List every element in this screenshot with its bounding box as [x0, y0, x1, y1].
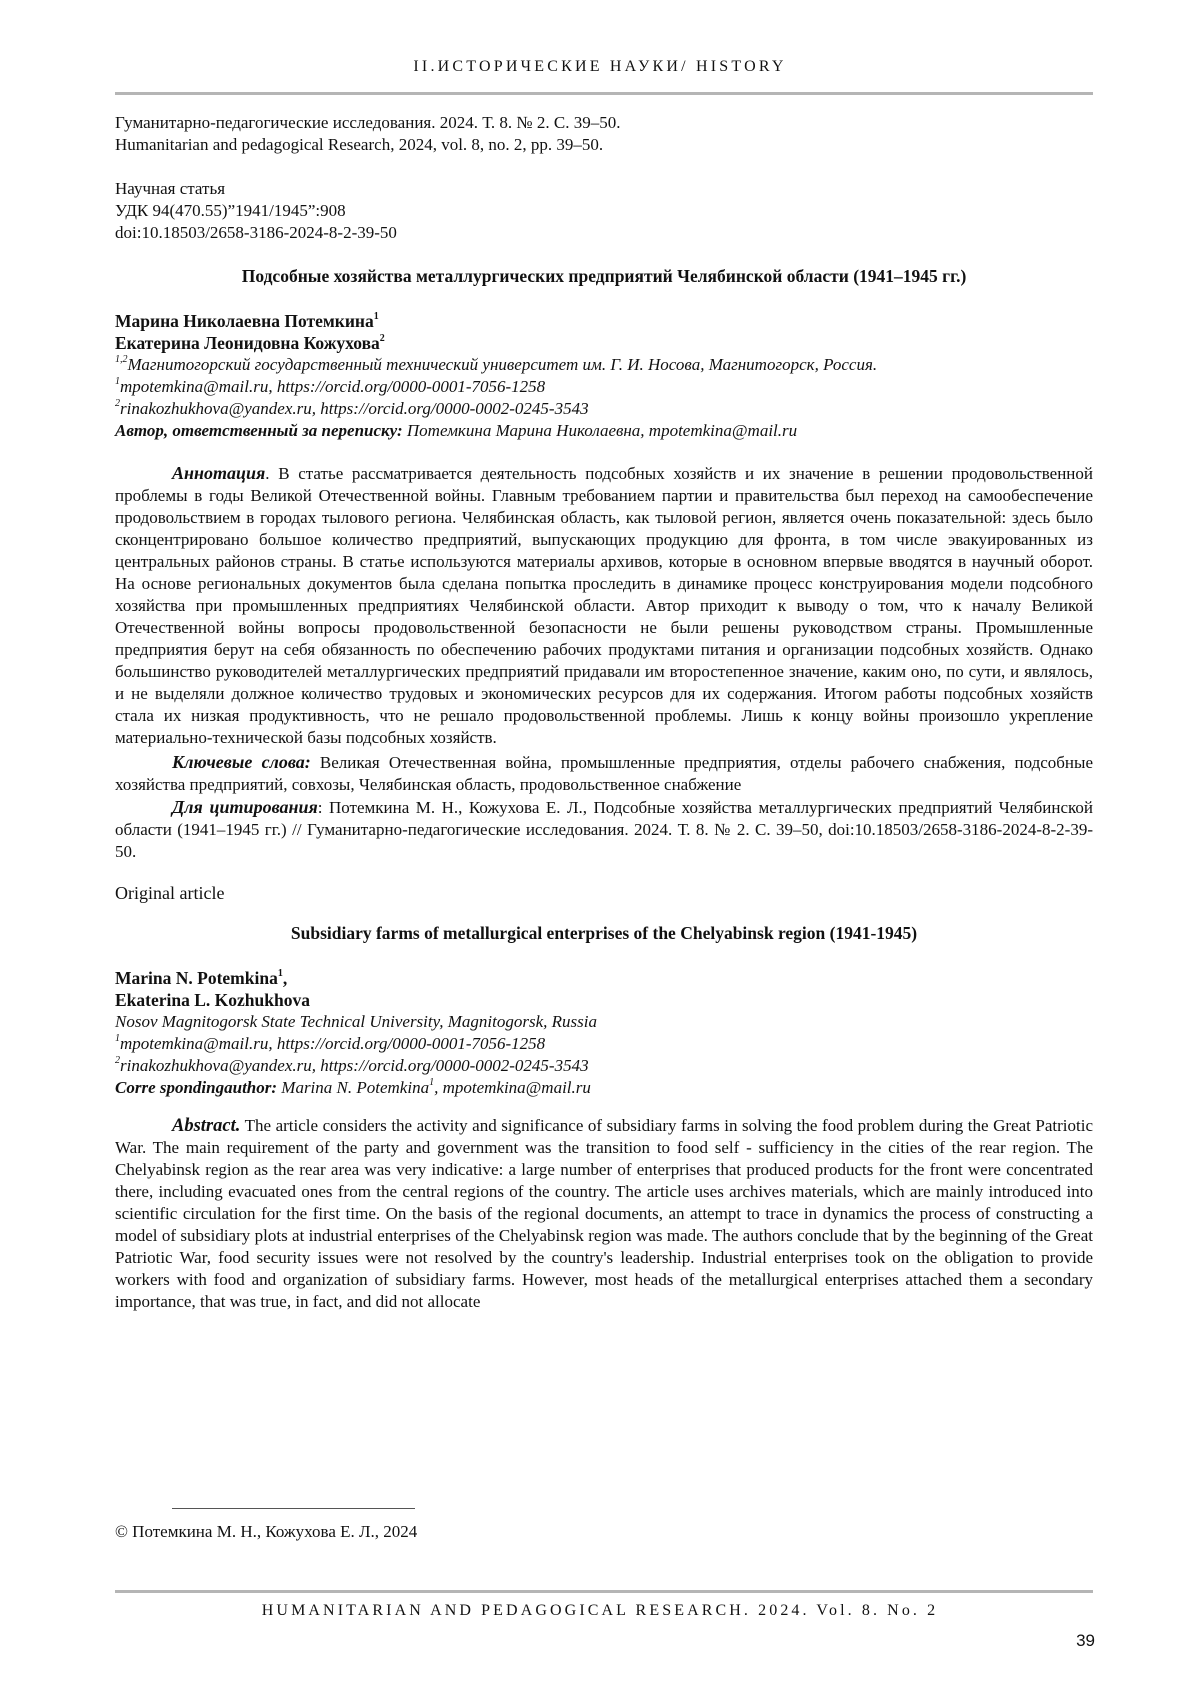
authors-en	[115, 967, 1093, 1099]
author-2-contact-ru[interactable]: $^2$rinakozhukhova@yandex.ru, https://orcid.org/0000-0002-0245-3543	[115, 398, 589, 418]
article-meta	[115, 178, 1093, 244]
cite-as-ru: Для цитирования: Потемкина М. Н., Кожухова Е. Л., Подсобные хозяйства металлургических предприятий Челябинской области (1941–1945 гг.) // Гуманитарно-педагогические исследования. 2024. Т. 8. № 2. С. 39–50, doi:10.18503/2658-3186-2024-8-2-39-50.	[115, 796, 1093, 861]
citation-en: Humanitarian and pedagogical Research, 2024, vol. 8, no. 2, pp. 39–50.	[115, 135, 604, 154]
author-2-ru: Екатерина Леонидовна Кожухова$^2$	[115, 332, 385, 353]
running-footer: HUMANITARIAN AND PEDAGOGICAL RESEARCH. 2024. Vol. 8. No. 2	[261, 1602, 939, 1619]
abstract-ru: Аннотация. В статье рассматривается деятельность подсобных хозяйств и их значение в решении продовольственной проблемы в годы Великой Отечественной войны. Главным требованием партии и правительства был переход на самообеспечение продовольствием в городах тылового региона. Челябинская область, как тыловой регион, является очень показательной: здесь было сконцентрировано большое количество предприятий, выпускающих продукцию для фронта, в том числе эвакуированных из центральных районов страны. В статье используются материалы архивов, которые в основном впервые вводятся в научный оборот. На основе региональных документов была сделана попытка проследить в динамике процесс конструирования модели подсобного хозяйства при промышленных предприятиях Челябинской области. Автор приходит к выводу о том, что к началу Великой Отечественной войны вопросы продовольственной безопасности не были решены руководством страны. Промышленные предприятия берут на себя обязанность по обеспечению рабочих продуктами питания и организации подсобных хозяйств. Однако большинство руководителей металлургических предприятий придавали им второстепенное значение, каким оно, по сути, и являлось, и не выделяли должное количество трудовых и экономических ресурсов для их содержания. Итогом работы подсобных хозяйств стала их низкая продуктивность, что не решало продовольственной проблемы. Лишь к концу войны произошло укрепление материально-технической базы подсобных хозяйств.	[115, 462, 1093, 747]
article-type-ru: Научная статья	[115, 179, 226, 198]
affiliation-en: Nosov Magnitogorsk State Technical University, Magnitogorsk, Russia	[115, 1011, 597, 1031]
running-header: II.ИСТОРИЧЕСКИЕ НАУКИ/ HISTORY	[413, 58, 787, 75]
article-type-en: Original article	[115, 882, 225, 903]
authors-ru	[115, 310, 1093, 442]
author-1-en: Marina N. Potemkina$^1$,	[115, 967, 288, 988]
author-1-contact-ru[interactable]: $^1$mpotemkina@mail.ru, https://orcid.org/0000-0001-7056-1258	[115, 376, 546, 396]
author-2-en: Ekaterina L. Kozhukhova	[115, 989, 310, 1010]
corresponding-author-ru: Автор, ответственный за переписку: Потемкина Марина Николаевна, mpotemkina@mail.ru	[115, 420, 798, 440]
abstract-en: Abstract. The article considers the activity and significance of subsidiary farms in solving the food problem during the Great Patriotic War. The main requirement of the party and government was the transition to food self - sufficiency in the cities of the rear region. The Chelyabinsk region as the rear area was very indicative: a large number of enterprises that produced products for the front were concentrated there, including evacuated ones from the central regions of the country. The article uses archives materials, which are mainly introduced into scientific circulation for the first time. On the basis of the regional documents, an attempt to trace in dynamics the process of constructing a model of subsidiary plots at industrial enterprises of the Chelyabinsk region was made. The authors conclude that by the beginning of the Great Patriotic War, food security issues were not resolved by the country's leadership. Industrial enterprises took on the obligation to provide workers with food and organization of subsidiary farms. However, most heads of the metallurgical enterprises attached them a secondary importance, that was true, in fact, and did not allocate	[115, 1115, 1093, 1311]
article-title-en: Subsidiary farms of metallurgical enterprises of the Chelyabinsk region (1941-1945)	[290, 922, 918, 943]
header-rule	[115, 92, 1093, 95]
copyright-footnote: © Потемкина М. Н., Кожухова Е. Л., 2024	[115, 1522, 418, 1541]
footer-rule	[115, 1590, 1093, 1593]
footnote-separator	[172, 1508, 415, 1509]
page-number: 39	[1076, 1631, 1095, 1650]
affiliation-ru: $^{1,2}$Магнитогорский государственный технический университет им. Г. И. Носова, Магнитогорск, Россия.	[115, 354, 878, 374]
keywords-ru: Ключевые слова: Великая Отечественная война, промышленные предприятия, отделы рабочего снабжения, подсобные хозяйства предприятий, совхозы, Челябинская область, продовольственное снабжение	[115, 751, 1094, 794]
author-2-contact-en[interactable]: $^2$rinakozhukhova@yandex.ru, https://orcid.org/0000-0002-0245-3543	[115, 1054, 589, 1075]
citation-ru: Гуманитарно-педагогические исследования. 2024. Т. 8. № 2. С. 39–50.	[115, 113, 621, 132]
journal-citation	[115, 112, 1093, 156]
article-title-ru: Подсобные хозяйства металлургических предприятий Челябинской области (1941–1945 гг.)	[241, 266, 967, 286]
corresponding-author-en: Corre spondingauthor: Marina N. Potemkina$^1$, mpotemkina@mail.ru	[115, 1076, 591, 1097]
udk-code: УДК 94(470.55)”1941/1945”:908	[115, 201, 346, 220]
author-1-contact-en[interactable]: $^1$mpotemkina@mail.ru, https://orcid.org/0000-0001-7056-1258	[115, 1032, 546, 1053]
doi: doi:10.18503/2658-3186-2024-8-2-39-50	[115, 223, 397, 242]
article-content	[115, 112, 1093, 1313]
author-1-ru: Марина Николаевна Потемкина$^1$	[115, 310, 379, 331]
